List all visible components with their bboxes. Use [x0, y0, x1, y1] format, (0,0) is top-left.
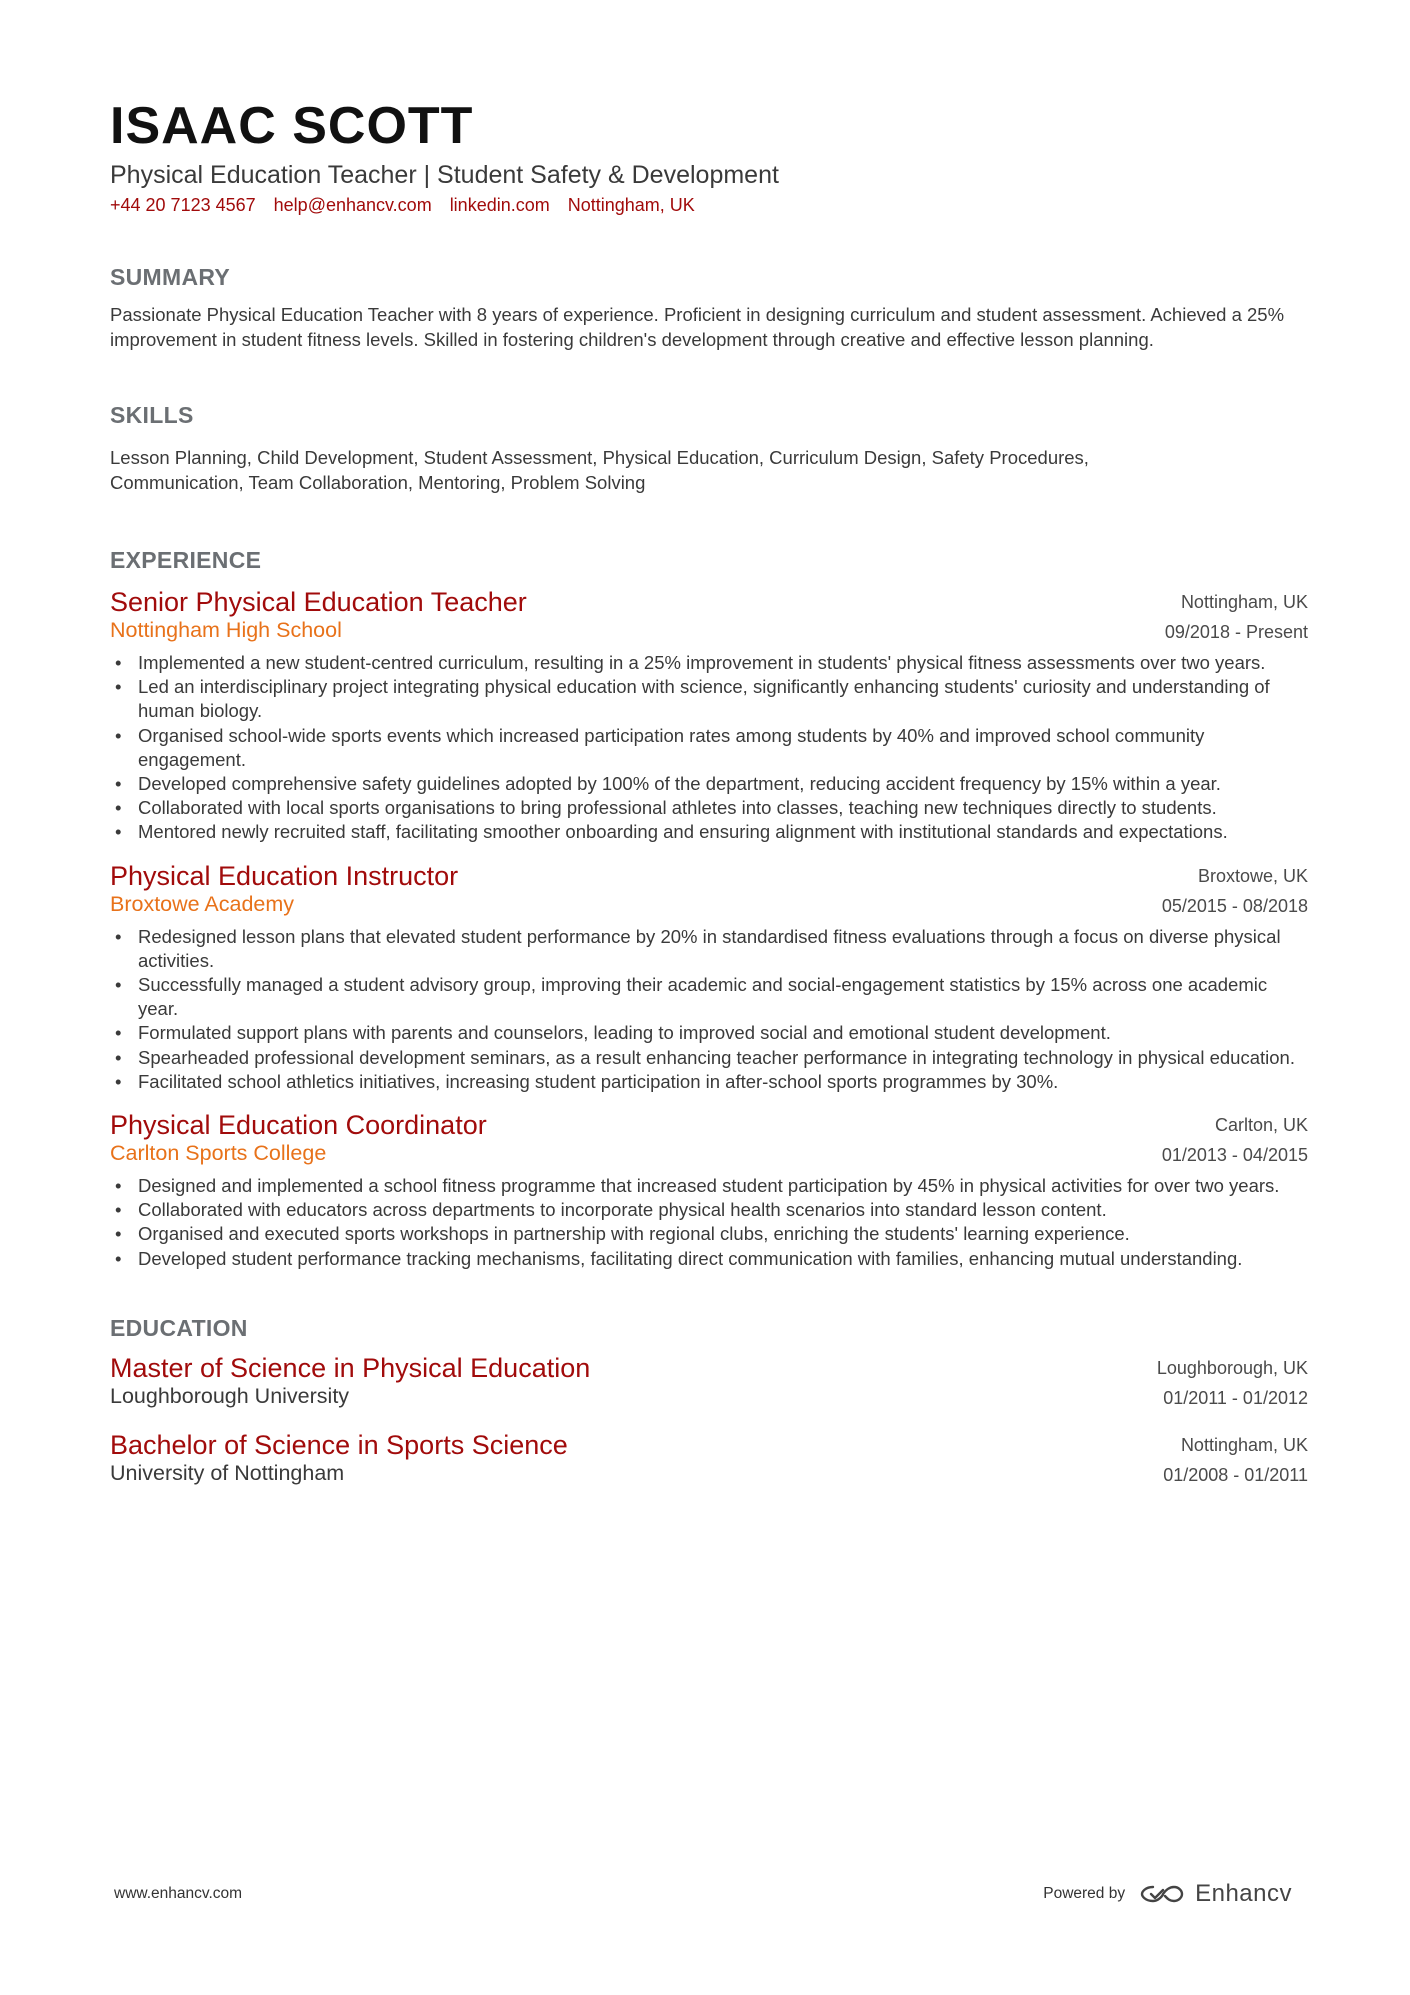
school-name: University of Nottingham	[110, 1460, 345, 1485]
bullet-item: • Formulated support plans with parents and counselors, leading to improved social and emotional student development.	[110, 1021, 1308, 1045]
location-text: Nottingham, UK	[567, 195, 695, 215]
degree-title: Bachelor of Science in Sports Science	[110, 1429, 568, 1460]
school-location: Nottingham, UK	[1180, 1434, 1308, 1455]
summary-section	[110, 262, 1308, 352]
job-location: Broxtowe, UK	[1197, 865, 1308, 886]
bullet-item: • Successfully managed a student advisory group, improving their academic and social-engagement statistics by 15% across one academic year.	[110, 973, 1308, 1021]
degree-title: Master of Science in Physical Education	[110, 1352, 591, 1383]
school-name: Loughborough University	[110, 1383, 350, 1408]
section-title-education: EDUCATION	[110, 1314, 248, 1341]
bullet-item: • Organised and executed sports workshops in partnership with regional clubs, enriching the students' learning experience.	[110, 1222, 1308, 1246]
job-dates: 01/2013 - 04/2015	[1161, 1145, 1308, 1166]
employer-name: Broxtowe Academy	[110, 891, 295, 916]
bullet-item: • Designed and implemented a school fitness programme that increased student participation by 45% in physical activities for over two years.	[110, 1174, 1308, 1198]
phone-link[interactable]: +44 20 7123 4567	[110, 195, 256, 215]
email-link[interactable]: help@enhancv.com	[273, 195, 432, 215]
skill-line: Communication, Team Collaboration, Mentoring, Problem Solving	[110, 471, 646, 493]
education-entry	[110, 1353, 1308, 1413]
job-title: Senior Physical Education Teacher	[110, 587, 527, 617]
experience-section	[110, 545, 1308, 1271]
study-dates: 01/2008 - 01/2011	[1163, 1464, 1308, 1485]
skill-line: Lesson Planning, Child Development, Student Assessment, Physical Education, Curriculum Design, Safety Procedures,	[110, 447, 1089, 468]
powered-by	[1043, 1880, 1292, 1908]
bullet-item: • Spearheaded professional development seminars, as a result enhancing teacher performance in integrating technology in physical education.	[110, 1046, 1308, 1070]
candidate-name: ISAAC SCOTT	[110, 97, 474, 155]
bullet-item: • Led an interdisciplinary project integrating physical education with science, significantly enhancing students' curiosity and understanding of human biology.	[110, 675, 1308, 723]
section-title-skills: SKILLS	[110, 402, 194, 428]
study-dates: 01/2011 - 01/2012	[1163, 1387, 1308, 1408]
headline: Physical Education Teacher | Student Safety & Development	[110, 161, 779, 189]
job-dates: 09/2018 - Present	[1164, 622, 1308, 642]
bullet-item: • Developed student performance tracking mechanisms, facilitating direct communication with families, enhancing mutual understanding.	[110, 1247, 1308, 1271]
job-title: Physical Education Coordinator	[110, 1110, 487, 1141]
education-section	[110, 1313, 1308, 1490]
bullet-item: • Facilitated school athletics initiatives, increasing student participation in after-school sports programmes by 30%.	[110, 1070, 1308, 1094]
job-location: Carlton, UK	[1214, 1115, 1308, 1136]
powered-by-label: Powered by	[1043, 1885, 1126, 1902]
job-location: Nottingham, UK	[1180, 592, 1308, 612]
page-footer	[114, 1880, 1292, 1908]
experience-entry	[110, 587, 1308, 845]
employer-name: Carlton Sports College	[110, 1141, 327, 1166]
bullet-list	[110, 651, 1308, 845]
bullet-item: • Implemented a new student-centred curriculum, resulting in a 25% improvement in students' physical fitness assessments over two years.	[110, 651, 1308, 675]
enhancv-brand[interactable]	[1139, 1880, 1292, 1908]
bullet-item: • Organised school-wide sports events which increased participation rates among students by 40% and improved school community engagement.	[110, 724, 1308, 772]
contact-row	[110, 193, 1308, 217]
skill-list	[110, 446, 1308, 495]
skills-section	[110, 400, 1308, 495]
bullet-list	[110, 1174, 1308, 1271]
job-dates: 05/2015 - 08/2018	[1161, 895, 1308, 916]
section-title-summary: SUMMARY	[110, 264, 231, 290]
footer-website-link[interactable]: www.enhancv.com	[114, 1885, 243, 1902]
section-title-experience: EXPERIENCE	[110, 547, 262, 573]
bullet-list	[110, 925, 1308, 1094]
education-entry	[110, 1430, 1308, 1490]
summary-text: Passionate Physical Education Teacher with 8 years of experience. Proficient in designing curriculum and student assessment. Achieved a 25% improvement in student fitness levels. Skilled in fostering children's development through creative and effective lesson planning.	[110, 304, 1285, 350]
linkedin-link[interactable]: linkedin.com	[449, 195, 550, 215]
employer-name: Nottingham High School	[110, 618, 342, 642]
brand-name: Enhancv	[1195, 1880, 1292, 1907]
job-title: Physical Education Instructor	[110, 860, 459, 891]
bullet-item: • Collaborated with educators across departments to incorporate physical health scenarios into standard lesson content.	[110, 1198, 1308, 1222]
resume-page	[110, 96, 1308, 1490]
bullet-item: • Redesigned lesson plans that elevated student performance by 20% in standardised fitness evaluations through a focus on diverse physical activities.	[110, 925, 1308, 973]
bullet-item: • Developed comprehensive safety guidelines adopted by 100% of the department, reducing accident frequency by 15% within a year.	[110, 772, 1308, 796]
enhancv-logo-icon	[1139, 1881, 1185, 1907]
experience-entry	[110, 861, 1308, 1094]
experience-entry	[110, 1110, 1308, 1271]
bullet-item: • Collaborated with local sports organisations to bring professional athletes into classes, teaching new techniques directly to students.	[110, 796, 1308, 820]
bullet-item: • Mentored newly recruited staff, facilitating smoother onboarding and ensuring alignment with institutional standards and expectations.	[110, 820, 1308, 844]
school-location: Loughborough, UK	[1156, 1357, 1308, 1378]
